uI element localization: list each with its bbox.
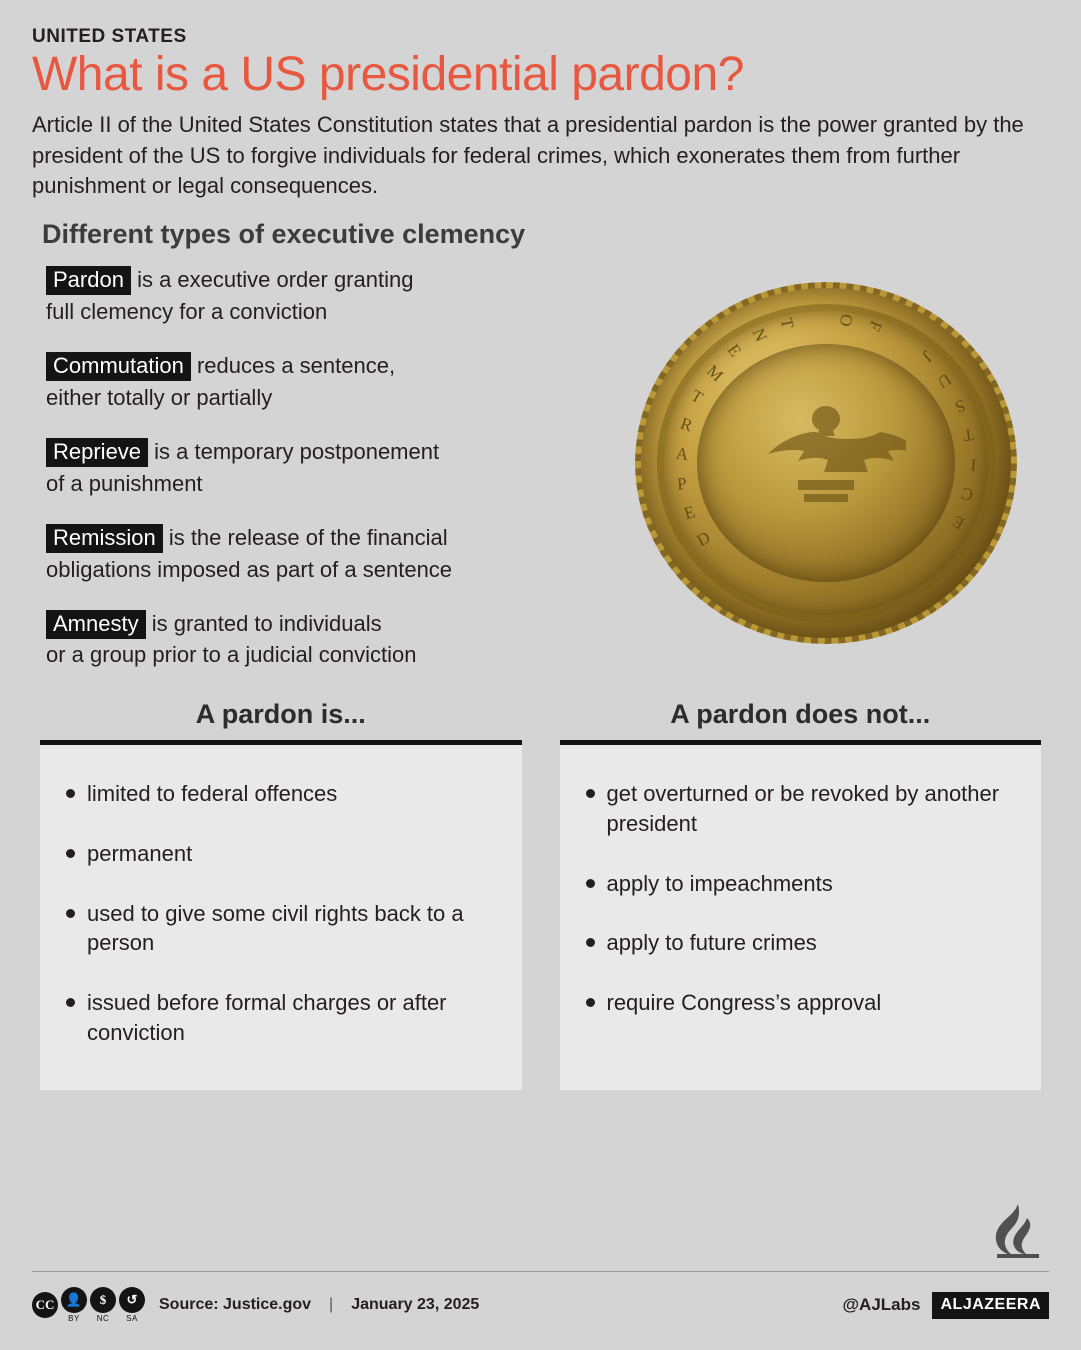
clemency-term: Amnesty <box>46 610 146 639</box>
seal-ring-text: D E P A R T M E N T O F J U S T I C E <box>674 312 978 551</box>
cc-icon: CC <box>32 1292 58 1318</box>
list-item <box>46 522 646 586</box>
list-item <box>578 928 1018 958</box>
list-item <box>58 899 498 958</box>
cc-by-label: BY <box>68 1314 80 1323</box>
list-item <box>578 988 1018 1018</box>
list-item <box>46 264 646 328</box>
list-item-label: require Congress’s approval <box>606 990 882 1016</box>
comparison-columns <box>32 699 1049 1090</box>
clemency-text-line2: full clemency for a conviction <box>46 299 328 325</box>
clemency-term: Remission <box>46 524 163 553</box>
column-pardon-is <box>40 699 522 1090</box>
list-item-label: apply to future crimes <box>606 930 817 956</box>
kicker: UNITED STATES <box>32 26 187 47</box>
publish-date: January 23, 2025 <box>351 1296 480 1313</box>
cc-sa-icon: ↺ <box>119 1287 145 1313</box>
bullet-icon <box>66 849 75 858</box>
clemency-list <box>46 264 646 671</box>
column-title: A pardon does not... <box>670 699 931 730</box>
creative-commons-badges <box>32 1287 145 1323</box>
list-item <box>58 839 498 869</box>
list-item <box>58 988 498 1047</box>
list-item <box>46 350 646 414</box>
department-of-justice-seal-icon <box>641 288 1011 638</box>
column-body <box>40 745 522 1090</box>
clemency-text-line1: is a executive order granting <box>130 267 414 293</box>
list-item-label: get overturned or be revoked by another president <box>606 781 1000 837</box>
clemency-text-line1: is the release of the financial <box>162 524 448 550</box>
clemency-term: Pardon <box>46 266 131 295</box>
clemency-text-line2: either totally or partially <box>46 385 273 411</box>
bullet-icon <box>66 998 75 1007</box>
column-body <box>560 745 1042 1090</box>
column-title: A pardon is... <box>195 699 366 730</box>
clemency-text-line2: obligations imposed as part of a sentence <box>46 556 453 582</box>
clemency-text-line1: is a temporary postponement <box>148 439 440 465</box>
standfirst: Article II of the United States Constitution states that a presidential pardon is the power granted by the president of the US to forgive individuals for federal crimes, which exonerates them from further punishment or legal consequences. <box>32 112 1024 199</box>
clemency-term: Commutation <box>46 352 191 381</box>
clemency-text-line1: reduces a sentence, <box>190 353 396 379</box>
footer-divider <box>32 1271 1049 1272</box>
cc-nc-icon: $ <box>90 1287 116 1313</box>
bullet-icon <box>586 879 595 888</box>
list-item <box>58 779 498 809</box>
list-item <box>578 869 1018 899</box>
bullet-icon <box>586 938 595 947</box>
section-title: Different types of executive clemency <box>42 219 526 250</box>
column-pardon-does-not <box>560 699 1042 1090</box>
cc-sa-label: SA <box>126 1314 138 1323</box>
clemency-text-line2: or a group prior to a judicial conviction <box>46 642 417 668</box>
clemency-term: Reprieve <box>46 438 148 467</box>
list-item-label: limited to federal offences <box>87 781 338 807</box>
footer-brand <box>842 1292 1049 1319</box>
bullet-icon <box>586 998 595 1007</box>
list-item-label: used to give some civil rights back to a person <box>87 900 464 956</box>
list-item <box>578 779 1018 838</box>
page-title: What is a US presidential pardon? <box>32 48 744 101</box>
list-item-label: issued before formal charges or after conviction <box>87 990 447 1045</box>
source-label: Source: Justice.gov <box>159 1296 312 1313</box>
list-item <box>46 436 646 500</box>
footer-separator: | <box>329 1296 334 1313</box>
bullet-icon <box>66 909 75 918</box>
brand-logo: ALJAZEERA <box>932 1292 1049 1319</box>
cc-by-icon: 👤 <box>61 1287 87 1313</box>
list-item-label: permanent <box>87 841 193 867</box>
clemency-text-line1: is granted to individuals <box>145 610 382 636</box>
list-item <box>46 608 646 672</box>
list-item-label: apply to impeachments <box>606 870 833 896</box>
bullet-icon <box>66 789 75 798</box>
footer <box>32 1280 1049 1330</box>
bullet-icon <box>586 789 595 798</box>
cc-nc-label: NC <box>96 1314 110 1323</box>
clemency-text-line2: of a punishment <box>46 470 203 496</box>
social-handle[interactable]: @AJLabs <box>842 1295 921 1314</box>
aljazeera-flame-icon <box>991 1202 1045 1264</box>
